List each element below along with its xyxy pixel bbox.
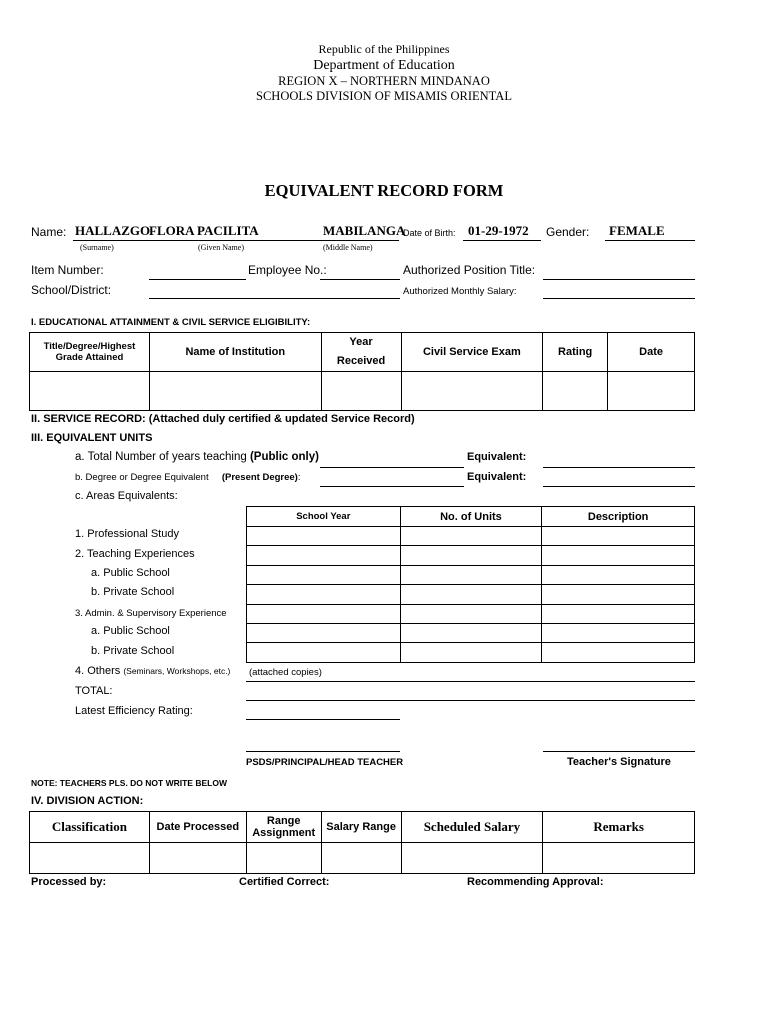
item-admin-public: a. Public School (91, 625, 170, 637)
col-civil-service-exam: Civil Service Exam (401, 333, 543, 372)
header-republic: Republic of the Philippines (318, 42, 450, 56)
efficiency-rating-field[interactable] (246, 719, 400, 720)
degree-label: b. Degree or Degree Equivalent (Present Degree): (75, 472, 301, 483)
areas-cell[interactable] (247, 604, 401, 623)
cell-date-processed[interactable] (149, 843, 246, 874)
areas-cell[interactable] (400, 585, 542, 604)
item-teaching-public: a. Public School (91, 567, 170, 579)
total-label: TOTAL: (75, 685, 113, 697)
equivalent-label-b: Equivalent: (467, 471, 527, 483)
cell-year-received[interactable] (321, 372, 401, 411)
dob-label: Date of Birth: (403, 228, 456, 238)
cell-salary-range[interactable] (321, 843, 401, 874)
areas-cell[interactable] (542, 527, 695, 546)
areas-cell[interactable] (247, 527, 401, 546)
cell-scheduled-salary[interactable] (401, 843, 543, 874)
total-years-field[interactable] (320, 467, 464, 468)
col-no-of-units: No. of Units (400, 507, 542, 527)
cell-range-assignment[interactable] (246, 843, 321, 874)
areas-cell[interactable] (247, 623, 401, 642)
auth-salary-label: Authorized Monthly Salary: (403, 286, 517, 297)
cell-classification[interactable] (30, 843, 150, 874)
cell-date[interactable] (608, 372, 695, 411)
school-district-label: School/District: (31, 283, 112, 297)
name-underline (73, 240, 399, 241)
col-classification: Classification (30, 812, 150, 843)
areas-cell[interactable] (400, 527, 542, 546)
certified-correct-label: Certified Correct: (239, 876, 330, 888)
col-rating: Rating (543, 333, 608, 372)
col-range-assignment: Range Assignment (246, 812, 321, 843)
cell-remarks[interactable] (543, 843, 695, 874)
surname-value: HALLAZGO (75, 223, 151, 238)
auth-position-field[interactable] (543, 279, 695, 280)
col-description: Description (542, 507, 695, 527)
given-name-value: FLORA PACILITA (149, 223, 259, 238)
section3-title: III. EQUIVALENT UNITS (31, 432, 153, 444)
section4-title: IV. DIVISION ACTION: (31, 795, 144, 807)
name-label: Name: (31, 225, 67, 239)
gender-underline (605, 240, 695, 241)
employee-no-field[interactable] (320, 279, 400, 280)
areas-cell[interactable] (542, 643, 695, 662)
principal-signature-label: PSDS/PRINCIPAL/HEAD TEACHER (246, 757, 404, 768)
total-line[interactable] (246, 700, 695, 701)
areas-cell[interactable] (400, 623, 542, 642)
areas-cell[interactable] (542, 604, 695, 623)
col-scheduled-salary: Scheduled Salary (401, 812, 543, 843)
col-school-year: School Year (247, 507, 401, 527)
areas-cell[interactable] (542, 565, 695, 584)
middle-name-value: MABILANGA (323, 223, 406, 238)
principal-signature-line[interactable] (246, 751, 400, 752)
recommending-approval-label: Recommending Approval: (467, 876, 604, 888)
item-admin-private: b. Private School (91, 645, 175, 657)
dob-underline (463, 240, 541, 241)
areas-cell[interactable] (400, 546, 542, 565)
school-district-field[interactable] (149, 298, 400, 299)
surname-caption: (Surname) (80, 243, 114, 252)
item-teaching-private: b. Private School (91, 586, 175, 598)
auth-position-label: Authorized Position Title: (403, 263, 536, 277)
cell-title-degree[interactable] (30, 372, 150, 411)
areas-cell[interactable] (247, 565, 401, 584)
division-action-table (29, 811, 695, 874)
equivalent-field-a[interactable] (543, 467, 695, 468)
areas-cell[interactable] (400, 643, 542, 662)
col-title-degree: Title/Degree/Highest Grade Attained (30, 333, 150, 372)
equivalent-field-b[interactable] (543, 486, 695, 487)
form-title: EQUIVALENT RECORD FORM (264, 181, 504, 200)
middle-name-caption: (Middle Name) (323, 243, 373, 252)
areas-cell[interactable] (542, 546, 695, 565)
item-professional-study: 1. Professional Study (75, 528, 179, 540)
header-region: REGION X – NORTHERN MINDANAO (278, 74, 490, 88)
section2-title: II. SERVICE RECORD: (Attached duly certified & updated Service Record) (31, 413, 415, 425)
areas-equivalents-label: c. Areas Equivalents: (75, 490, 178, 502)
degree-field[interactable] (320, 486, 464, 487)
given-name-caption: (Given Name) (198, 243, 244, 252)
header-department: Department of Education (313, 58, 455, 73)
areas-cell[interactable] (542, 623, 695, 642)
areas-cell[interactable] (542, 585, 695, 604)
dob-value: 01-29-1972 (468, 223, 529, 238)
efficiency-rating-label: Latest Efficiency Rating: (75, 705, 193, 717)
cell-rating[interactable] (543, 372, 608, 411)
col-date-processed: Date Processed (149, 812, 246, 843)
areas-cell[interactable] (400, 565, 542, 584)
section1-title: I. EDUCATIONAL ATTAINMENT & CIVIL SERVICE ELIGIBILITY: (31, 317, 311, 328)
equivalent-label-a: Equivalent: (467, 451, 527, 463)
others-line[interactable] (246, 681, 695, 682)
col-salary-range: Salary Range (321, 812, 401, 843)
areas-cell[interactable] (247, 643, 401, 662)
areas-cell[interactable] (400, 604, 542, 623)
cell-civil-service-exam[interactable] (401, 372, 543, 411)
areas-cell[interactable] (247, 546, 401, 565)
education-table (29, 332, 695, 411)
teacher-signature-line[interactable] (543, 751, 695, 752)
areas-cell[interactable] (247, 585, 401, 604)
total-years-label: a. Total Number of years teaching (Public only) (75, 451, 319, 463)
item-others: 4. Others (Seminars, Workshops, etc.) (75, 665, 231, 677)
item-number-field[interactable] (149, 279, 246, 280)
note-text: NOTE: TEACHERS PLS. DO NOT WRITE BELOW (31, 778, 227, 788)
areas-table (246, 506, 695, 663)
cell-institution[interactable] (149, 372, 321, 411)
col-year-received: Year Received (321, 333, 401, 372)
auth-salary-field[interactable] (543, 298, 695, 299)
employee-no-label: Employee No.: (248, 263, 327, 277)
gender-value: FEMALE (609, 223, 665, 238)
attached-copies-note: (attached copies) (249, 667, 322, 678)
header-division: SCHOOLS DIVISION OF MISAMIS ORIENTAL (256, 89, 512, 103)
col-date: Date (608, 333, 695, 372)
item-teaching-experiences: 2. Teaching Experiences (75, 548, 195, 560)
col-institution: Name of Institution (149, 333, 321, 372)
item-admin-experience: 3. Admin. & Supervisory Experience (75, 608, 227, 619)
gender-label: Gender: (546, 225, 590, 239)
teacher-signature-label: Teacher's Signature (567, 756, 671, 768)
processed-by-label: Processed by: (31, 876, 107, 888)
col-remarks: Remarks (543, 812, 695, 843)
item-number-label: Item Number: (31, 263, 104, 277)
